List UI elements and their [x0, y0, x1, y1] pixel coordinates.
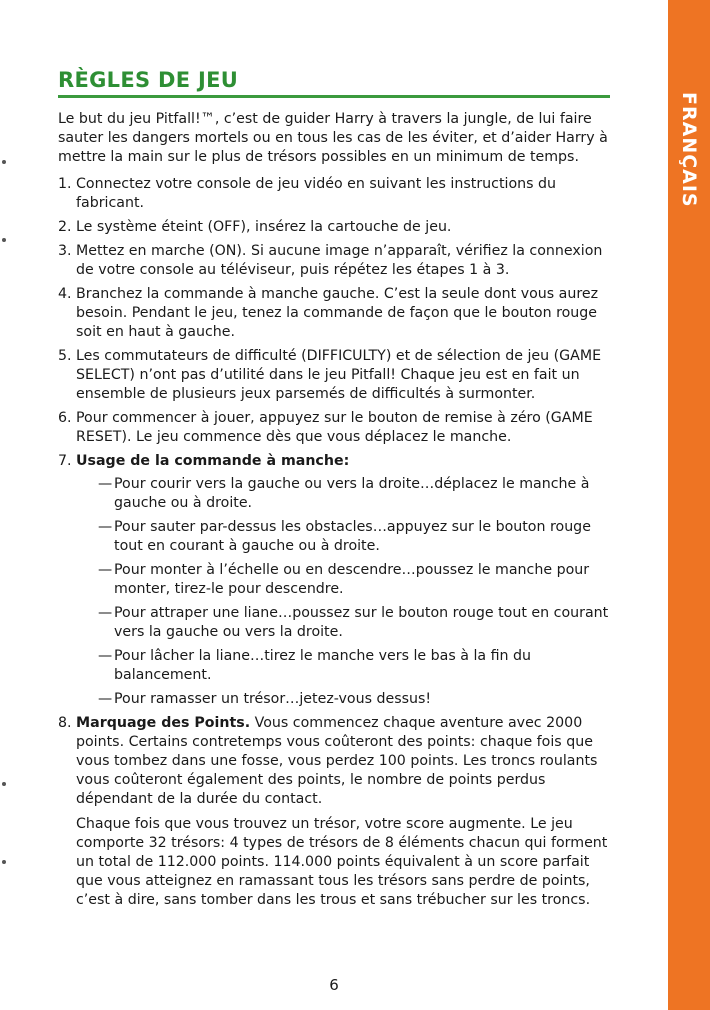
sub-item	[76, 518, 610, 556]
sub-item-text: Pour sauter par-dessus les obstacles…appuyez sur le bouton rouge tout en courant à gauche ou à droite.	[114, 519, 591, 554]
dash: —	[98, 605, 113, 621]
sub-item-text: Pour ramasser un trésor…jetez-vous dessus!	[114, 691, 432, 707]
list-item	[58, 347, 610, 404]
item-text: Les commutateurs de difficulté (DIFFICULTY) et de sélection de jeu (GAME SELECT) n’ont pas d’utilité dans le jeu Pitfall! Chaque jeu est en fait un ensemble de plusieurs jeux parsemés de difficultés à surmonter.	[76, 348, 602, 402]
item-number: 5.	[58, 348, 72, 364]
sub-item-text: Pour lâcher la liane…tirez le manche vers le bas à la fin du balancement.	[114, 648, 532, 683]
item-number: 4.	[58, 286, 72, 302]
page-content	[58, 68, 610, 915]
rules-list	[58, 175, 610, 910]
sub-item	[76, 604, 610, 642]
item-number: 3.	[58, 243, 72, 259]
scan-mark	[2, 782, 6, 786]
sub-item	[76, 475, 610, 513]
sub-item-text: Pour monter à l’échelle ou en descendre…poussez le manche pour monter, tirez-le pour descendre.	[114, 562, 590, 597]
sub-item	[76, 690, 610, 709]
title-divider	[58, 95, 610, 98]
item-text: Le système éteint (OFF), insérez la cartouche de jeu.	[76, 219, 452, 235]
sub-item-text: Pour courir vers la gauche ou vers la droite…déplacez le manche à gauche ou à droite.	[114, 476, 590, 511]
dash: —	[98, 648, 113, 664]
dash: —	[98, 519, 113, 535]
joystick-usage-list	[76, 475, 610, 709]
item-text: Branchez la commande à manche gauche. C’est la seule dont vous aurez besoin. Pendant le jeu, tenez la commande de façon que le bouton rouge soit en haut à gauche.	[76, 286, 599, 340]
list-item	[58, 285, 610, 342]
sub-item-text: Pour attraper une liane…poussez sur le bouton rouge tout en courant vers la gauche ou vers la droite.	[114, 605, 609, 640]
dash: —	[98, 476, 113, 492]
scan-mark	[2, 860, 6, 864]
intro-paragraph: Le but du jeu Pitfall!™, c’est de guider Harry à travers la jungle, de lui faire sauter les dangers mortels ou en tous les cas de les éviter, et d’aider Harry à mettre la main sur le plus de trésors possibles en un minimum de temps.	[58, 111, 608, 165]
scan-mark	[2, 238, 6, 242]
item-text: Vous commencez chaque aventure avec 2000 points. Certains contretemps vous coûteront des points: chaque fois que vous tombez dans une fosse, vous perdez 100 points. Les troncs roulants vous coûteront également des points, le nombre de points perdus dépendant de la durée du contact.	[76, 715, 598, 807]
scoring-heading: Marquage des Points.	[76, 715, 251, 731]
language-label-text: FRANÇAIS	[678, 92, 700, 208]
dash: —	[98, 562, 113, 578]
item-number: 6.	[58, 410, 72, 426]
joystick-usage-heading: Usage de la commande à manche:	[76, 453, 350, 469]
list-item	[58, 409, 610, 447]
language-tab	[668, 0, 710, 1010]
list-item	[58, 175, 610, 213]
sub-item	[76, 647, 610, 685]
scoring-paragraph: Chaque fois que vous trouvez un trésor, votre score augmente. Le jeu comporte 32 trésors: 4 types de trésors de 8 éléments chacun qui forment un total de 112.000 points. 114.000 points équivalent à un score parfait que vous atteignez en ramassant tous les trésors sans perdre de points, c’est à dire, sans tomber dans les trous et sans trébucher sur les troncs.	[76, 816, 608, 908]
item-text: Pour commencer à jouer, appuyez sur le bouton de remise à zéro (GAME RESET). Le jeu commence dès que vous déplacez le manche.	[76, 410, 593, 445]
item-text: Mettez en marche (ON). Si aucune image n’apparaît, vérifiez la connexion de votre console au téléviseur, puis répétez les étapes 1 à 3.	[76, 243, 603, 278]
item-number: 7.	[58, 453, 72, 469]
list-item	[58, 218, 610, 237]
sub-item	[76, 561, 610, 599]
item-number: 2.	[58, 219, 72, 235]
list-item	[58, 242, 610, 280]
item-number: 8.	[58, 715, 72, 731]
list-item	[58, 714, 610, 910]
page-number: 6	[329, 976, 339, 994]
dash: —	[98, 691, 113, 707]
scan-mark	[2, 160, 6, 164]
list-item	[58, 452, 610, 709]
item-text: Connectez votre console de jeu vidéo en suivant les instructions du fabricant.	[76, 176, 557, 211]
page-title: RÈGLES DE JEU	[58, 68, 239, 92]
item-number: 1.	[58, 176, 72, 192]
